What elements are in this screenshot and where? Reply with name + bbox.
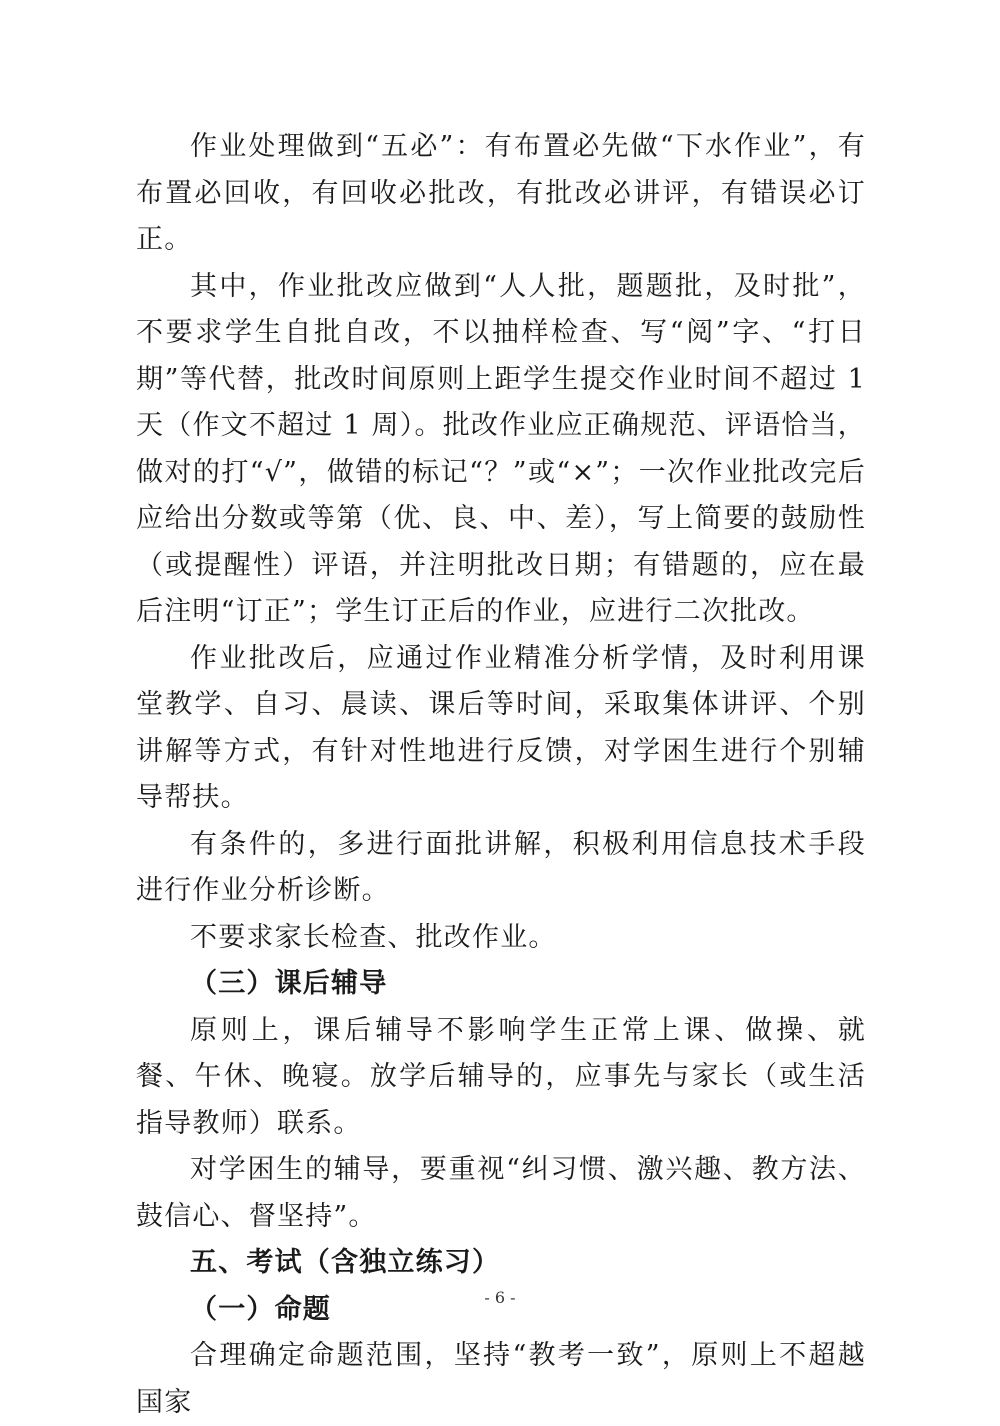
paragraph-face-to-face-correction: 有条件的，多进行面批讲解，积极利用信息技术手段进行作业分析诊断。 xyxy=(136,828,866,906)
paragraph-homework-five-musts: 作业处理做到“五必”：有布置必先做“下水作业”，有布置必回收，有回收必批改，有批改必讲评，有错误必订正。 xyxy=(136,131,866,255)
document-body xyxy=(136,124,866,1426)
heading-exams: 五、考试（含独立练习） xyxy=(190,1247,501,1278)
paragraph-tutoring-principle: 原则上，课后辅导不影响学生正常上课、做操、就餐、午休、晚寝。放学后辅导的，应事先与家长（或生活指导教师）联系。 xyxy=(136,1014,866,1139)
page-number: - 6 - xyxy=(484,1288,516,1307)
subheading-proposition: （一）命题 xyxy=(190,1293,331,1325)
paragraph-homework-correction-rules: 其中，作业批改应做到“人人批，题题批，及时批”，不要求学生自批自改，不以抽样检查、写“阅”字、“打日期”等代替，批改时间原则上距学生提交作业时间不超过 1 天（作文不超过 1 周）。批改作业应正确规范、评语恰当，做对的打“√”，做错的标记“？”或“×”；一次作业批改完后应给出分数或等第（优、良、中、差），写上简要的鼓励性（或提醒性）评语，并注明批改日期；有错题的，应在最后注明“订正”；学生订正后的作业，应进行二次批改。 xyxy=(136,270,866,627)
subheading-after-class-tutoring: （三）课后辅导 xyxy=(190,968,388,999)
paragraph-homework-feedback: 作业批改后，应通过作业精准分析学情，及时利用课堂教学、自习、晨读、课后等时间，采取集体讲评、个别讲解等方式，有针对性地进行反馈，对学困生进行个别辅导帮扶。 xyxy=(136,642,866,813)
paragraph-no-parent-checking: 不要求家长检查、批改作业。 xyxy=(190,921,557,953)
paragraph-proposition-scope: 合理确定命题范围，坚持“教考一致”，原则上不超越国家 xyxy=(136,1340,866,1418)
paragraph-struggling-students: 对学困生的辅导，要重视“纠习惯、激兴趣、教方法、鼓信心、督坚持”。 xyxy=(136,1154,866,1232)
